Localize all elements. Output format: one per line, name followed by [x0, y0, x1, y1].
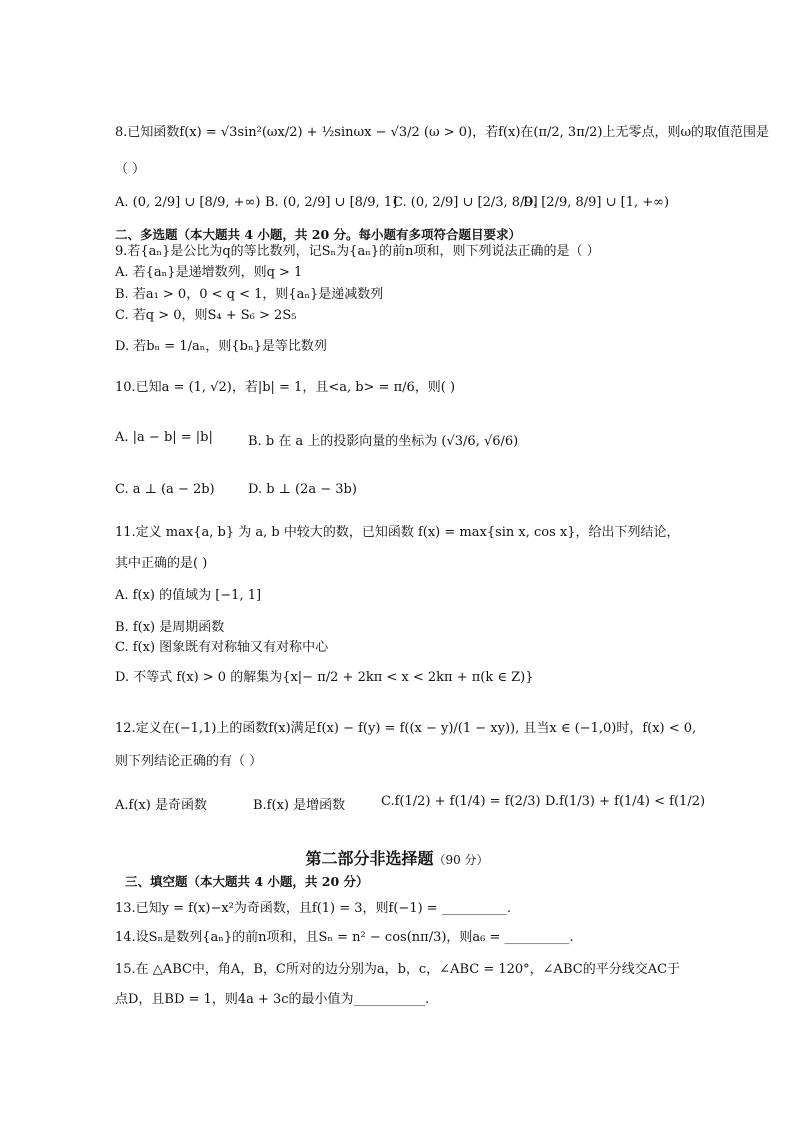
q9-option-c: C. 若q > 0，则S₄ + S₆ > 2S₅ [115, 308, 297, 323]
q10-option-d: D. b ⊥ (2a − 3b) [248, 482, 357, 497]
q8-paren: （ ） [115, 162, 146, 177]
q12-option-a: A.f(x) 是奇函数 [115, 798, 207, 813]
part-2-title [0, 846, 794, 869]
part-2-title-text: 第二部分非选择题 [305, 849, 434, 868]
q15-line-1: 15.在 △ABC中，角A，B，C所对的边分别为a，b，c，∠ABC = 120°，∠ABC的平分线交AC于 [115, 962, 681, 977]
section-3-heading: 三、填空题（本大题共 4 小题，共 20 分） [125, 874, 369, 889]
q10-stem: 10.已知a = (1, √2)，若|b| = 1，且<a, b> = π/6，则( ) [115, 380, 456, 395]
q11-stem: 11.定义 max{a, b} 为 a, b 中较大的数，已知函数 f(x) = max{sin x, cos x}，给出下列结论， [115, 525, 680, 540]
q8-stem: 8.已知函数f(x) = √3sin²(ωx/2) + ½sinωx − √3/2 (ω > 0)，若f(x)在(π/2, 3π/2)上无零点，则ω的取值范围是 [115, 125, 770, 140]
q9-option-a: A. 若{aₙ}是递增数列，则q > 1 [115, 265, 303, 280]
q8-option-c: C. (0, 2/9] ∪ [2/3, 8/9] [393, 195, 538, 210]
q8-option-d: D. [2/9, 8/9] ∪ [1, +∞) [523, 195, 670, 210]
q11-option-a: A. f(x) 的值域为 [−1, 1] [115, 588, 262, 603]
q9-option-b: B. 若a₁ > 0，0 < q < 1，则{aₙ}是递减数列 [115, 287, 384, 302]
q10-option-b: B. b 在 a 上的投影向量的坐标为 (√3/6, √6/6) [248, 434, 519, 449]
q11-option-c: C. f(x) 图象既有对称轴又有对称中心 [115, 640, 329, 655]
q10-option-c: C. a ⊥ (a − 2b) [115, 482, 215, 497]
q8-option-a: A. (0, 2/9] ∪ [8/9, +∞) [115, 195, 261, 210]
q11-stem-2: 其中正确的是( ) [115, 556, 208, 571]
q13: 13.已知y = f(x)−x²为奇函数，且f(1) = 3，则f(−1) = __________. [115, 901, 511, 916]
q12-option-b: B.f(x) 是增函数 [253, 798, 346, 813]
q9-stem: 9.若{aₙ}是公比为q的等比数列，记Sₙ为{aₙ}的前n项和，则下列说法正确的是（ ） [115, 244, 600, 259]
q9-option-d: D. 若bₙ = 1/aₙ，则{bₙ}是等比数列 [115, 339, 327, 354]
q12-stem: 12.定义在(−1,1)上的函数f(x)满足f(x) − f(y) = f((x − y)/(1 − xy)), 且当x ∈ (−1,0)时，f(x) < 0, [115, 721, 697, 736]
section-2-heading: 二、多选题（本大题共 4 小题，共 20 分。每小题有多项符合题目要求） [115, 227, 522, 242]
q12-option-c: C.f(1/2) + f(1/4) = f(2/3) [381, 794, 541, 809]
q12-stem-2: 则下列结论正确的有（ ） [115, 754, 263, 769]
q10-option-a: A. |a − b| = |b| [115, 430, 213, 445]
q8-option-b: B. (0, 2/9] ∪ [8/9, 1] [265, 195, 398, 210]
q15-line-2: 点D，且BD = 1，则4a + 3c的最小值为___________. [115, 992, 430, 1007]
q14: 14.设Sₙ是数列{aₙ}的前n项和，且Sₙ = n² − cos(nπ/3)，则a₆ = __________. [115, 930, 574, 945]
q12-option-d: D.f(1/3) + f(1/4) < f(1/2) [545, 794, 706, 809]
part-2-score: （90 分） [433, 853, 489, 867]
q11-option-d: D. 不等式 f(x) > 0 的解集为{x|− π/2 + 2kπ < x < 2kπ + π(k ∈ Z)} [115, 670, 534, 685]
q11-option-b: B. f(x) 是周期函数 [115, 620, 225, 635]
